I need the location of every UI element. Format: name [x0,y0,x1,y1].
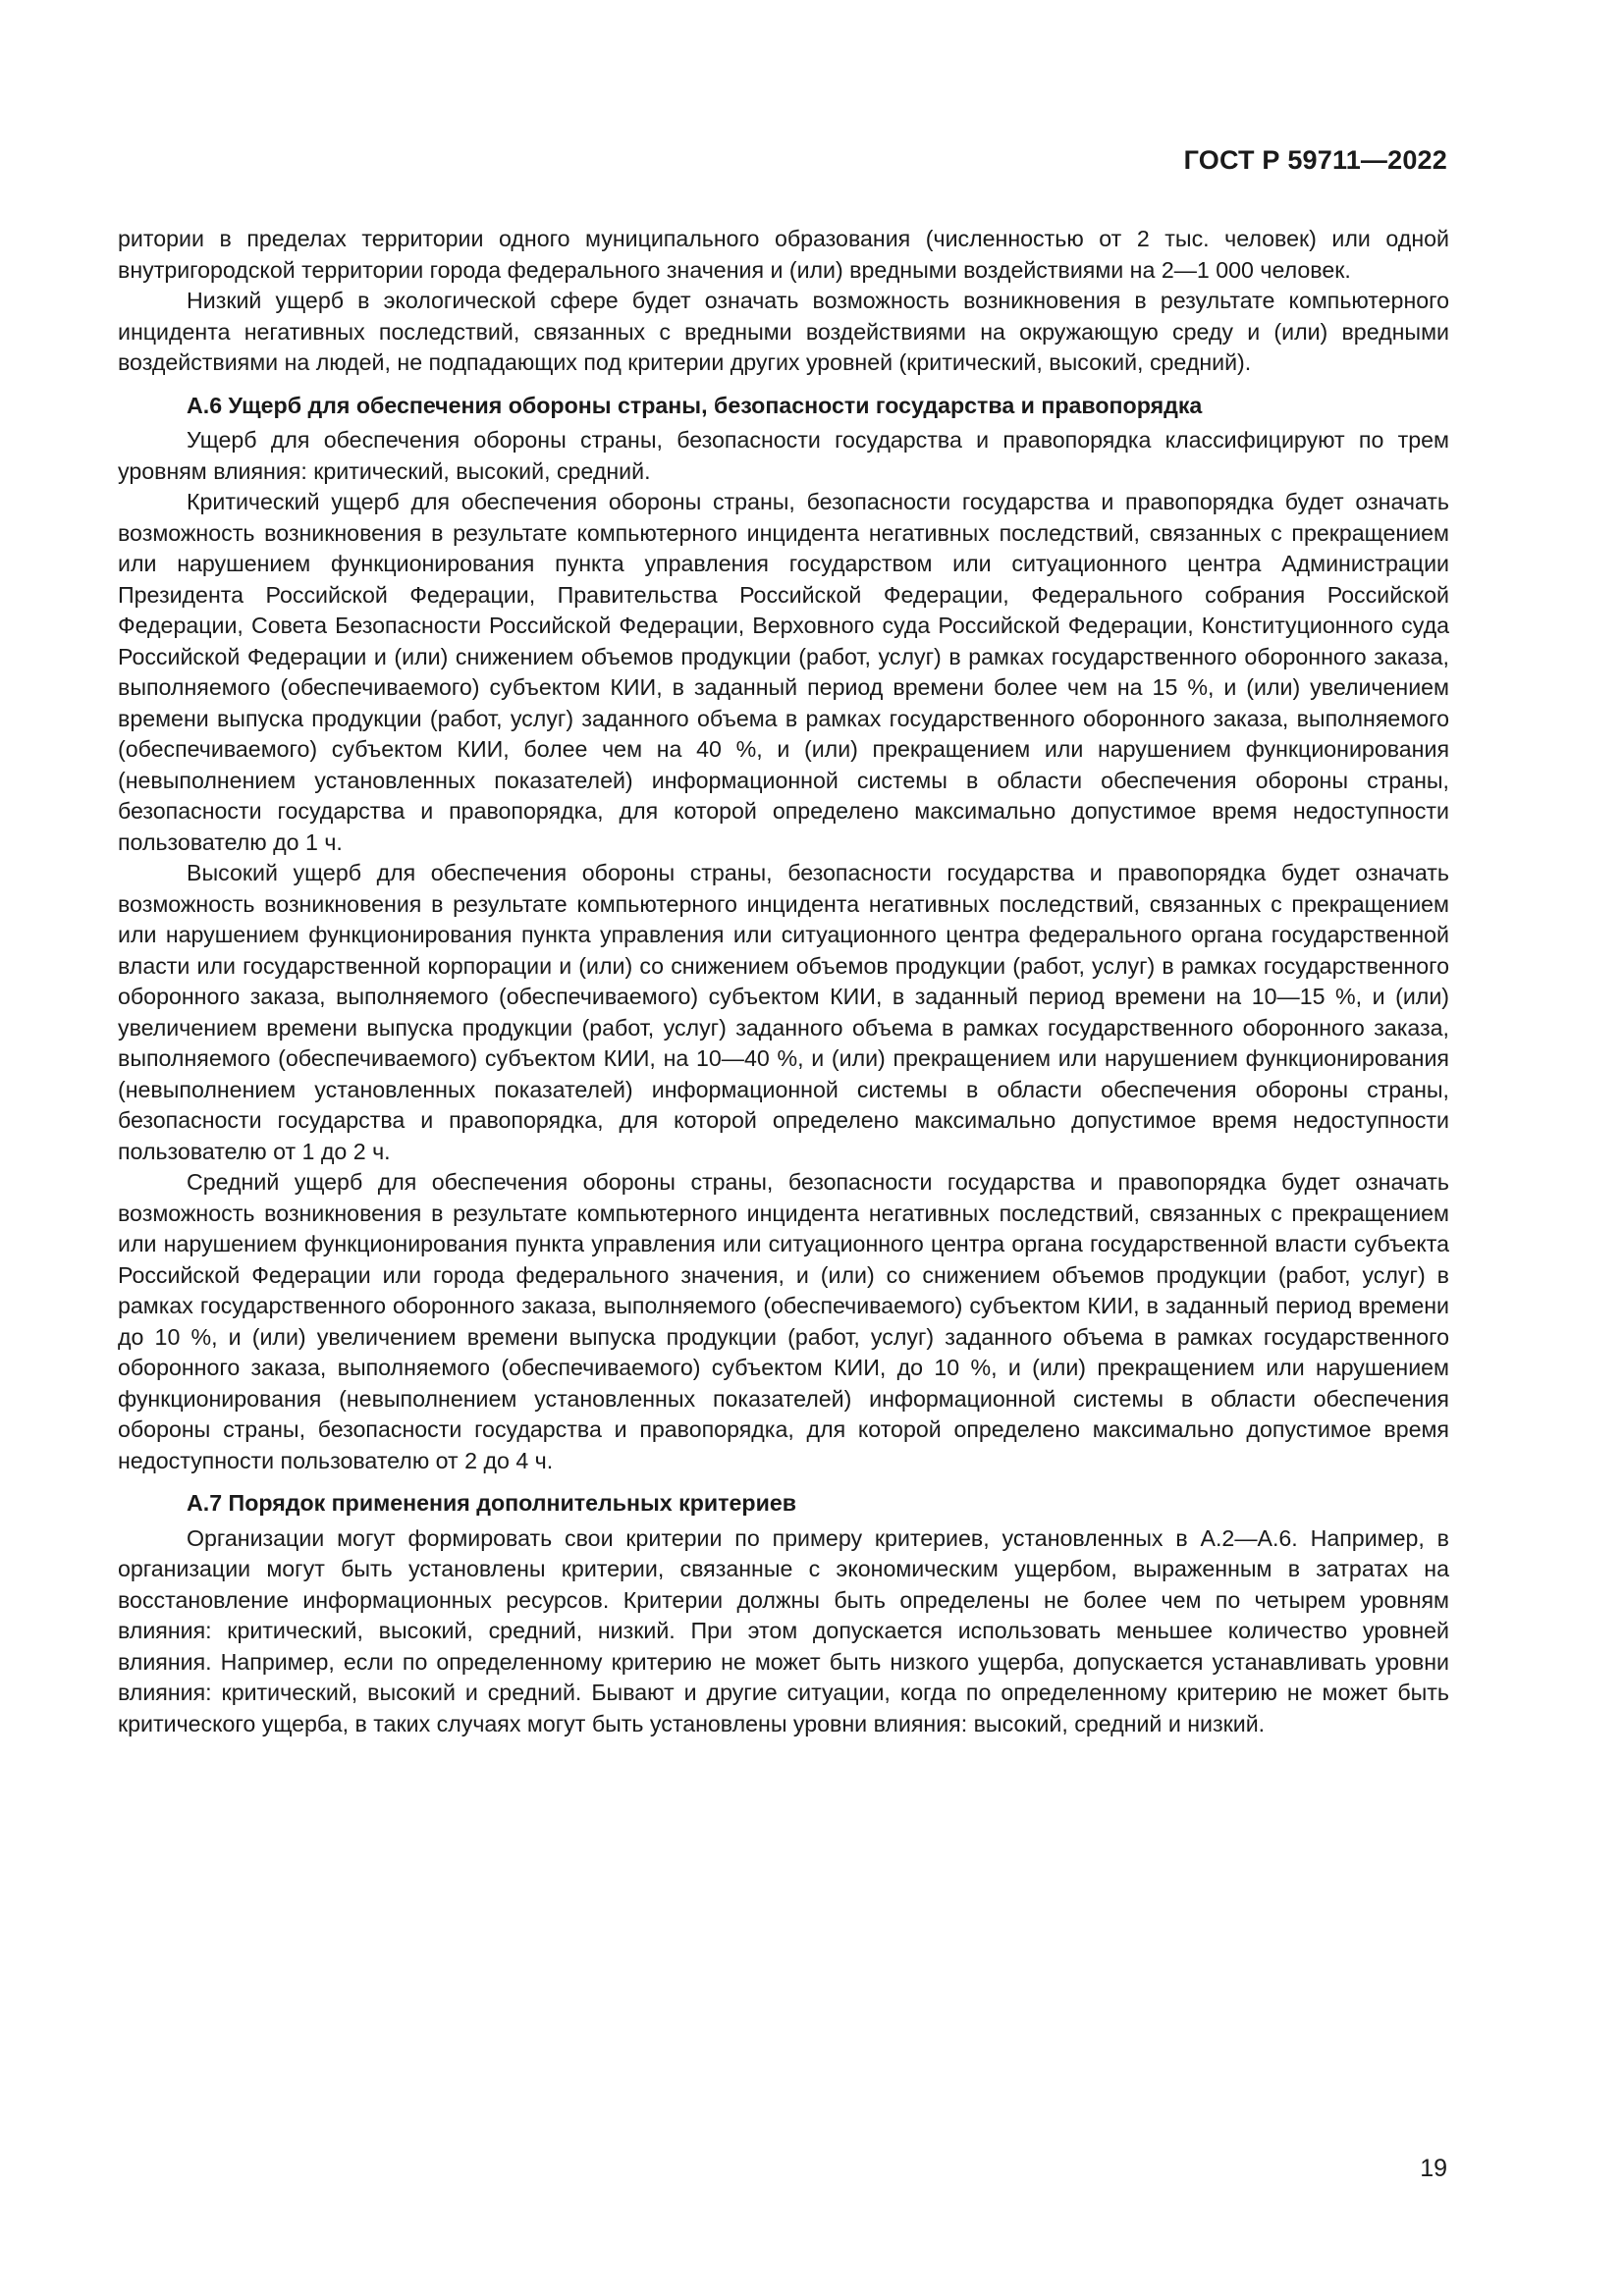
paragraph-low-ecological-damage: Низкий ущерб в экологической сфере будет означать возможность возникновения в результате компьютерного инцидента негативных последствий, связанных с вредными воздействиями на окружающую среду и (или) вредными воздействиями на людей, не подпадающих под критерии других уровней (критический, высокий, средний). [118,288,1449,375]
document-body [118,224,1449,1739]
section-heading-a7: А.7 Порядок применения дополнительных критериев [187,1490,796,1516]
paragraph-medium-defense-damage: Средний ущерб для обеспечения обороны страны, безопасности государства и правопорядка будет означать возможность возникновения в результате компьютерного инцидента негативных последствий, связанных с прекращением или нарушением функционирования пункта управления или ситуационного центра органа государственной власти субъекта Российской Федерации или города федерального значения, и (или) со снижением объемов продукции (работ, услуг) в рамках государственного оборонного заказа, выполняемого (обеспечиваемого) субъектом КИИ, в заданный период времени до 10 %, и (или) увеличением времени выпуска продукции (работ, услуг) заданного объема в рамках государственного оборонного заказа, выполняемого (обеспечиваемого) субъектом КИИ, до 10 %, и (или) прекращением или нарушением функционирования (невыполнением установленных показателей) информационной системы в области обеспечения обороны страны, безопасности государства и правопорядка, для которой определено максимально допустимое время недоступности пользователю от 2 до 4 ч. [118,1169,1449,1473]
section-heading-a6: А.6 Ущерб для обеспечения обороны страны, безопасности государства и правопорядка [187,392,1203,418]
paragraph-defense-damage-levels: Ущерб для обеспечения обороны страны, безопасности государства и правопорядка классифицируют по трем уровням влияния: критический, высокий, средний. [118,427,1449,484]
page-number: 19 [1420,2155,1447,2182]
paragraph-high-defense-damage: Высокий ущерб для обеспечения обороны страны, безопасности государства и правопорядка будет означать возможность возникновения в результате компьютерного инцидента негативных последствий, связанных с прекращением или нарушением функционирования пункта управления или ситуационного центра федерального органа государственной власти или государственной корпорации и (или) со снижением объемов продукции (работ, услуг) в рамках государственного оборонного заказа, выполняемого (обеспечиваемого) субъектом КИИ, в заданный период времени на 10—15 %, и (или) увеличением времени выпуска продукции (работ, услуг) заданного объема в рамках государственного оборонного заказа, выполняемого (обеспечиваемого) субъектом КИИ, на 10—40 %, и (или) прекращением или нарушением функционирования (невыполнением установленных показателей) информационной системы в области обеспечения обороны страны, безопасности государства и правопорядка, для которой определено максимально допустимое время недоступности пользователю от 1 до 2 ч. [118,860,1449,1164]
document-code-header: ГОСТ Р 59711—2022 [1183,145,1447,175]
paragraph-critical-defense-damage: Критический ущерб для обеспечения обороны страны, безопасности государства и правопорядка будет означать возможность возникновения в результате компьютерного инцидента негативных последствий, связанных с прекращением или нарушением функционирования пункта управления государством или ситуационного центра Администрации Президента Российской Федерации, Правительства Российской Федерации, Федерального собрания Российской Федерации, Совета Безопасности Российской Федерации, Верховного суда Российской Федерации, Конституционного суда Российской Федерации и (или) снижением объемов продукции (работ, услуг) в рамках государственного оборонного заказа, выполняемого (обеспечиваемого) субъектом КИИ, в заданный период времени более чем на 15 %, и (или) увеличением времени выпуска продукции (работ, услуг) заданного объема в рамках государственного оборонного заказа, выполняемого (обеспечиваемого) субъектом КИИ, более чем на 40 %, и (или) прекращением или нарушением функционирования (невыполнением установленных показателей) информационной системы в области обеспечения обороны страны, безопасности государства и правопорядка, для которой определено максимально допустимое время недоступности пользователю до 1 ч. [118,489,1449,855]
paragraph-continuation: ритории в пределах территории одного муниципального образования (численностью от 2 тыс. человек) или одной внутригородской территории города федерального значения и (или) вредными воздействиями на 2—1 000 человек. [118,226,1449,283]
paragraph-additional-criteria: Организации могут формировать свои критерии по примеру критериев, установленных в А.2—А.6. Например, в организации могут быть установлены критерии, связанные с экономическим ущербом, выраженным в затратах на восстановление информационных ресурсов. Критерии должны быть определены не более чем по четырем уровням влияния: критический, высокий, средний, низкий. При этом допускается использовать меньшее количество уровней влияния. Например, если по определенному критерию не может быть низкого ущерба, допускается устанавливать уровни влияния: критический, высокий и средний. Бывают и другие ситуации, когда по определенному критерию не может быть критического ущерба, в таких случаях могут быть установлены уровни влияния: высокий, средний и низкий. [118,1524,1449,1736]
